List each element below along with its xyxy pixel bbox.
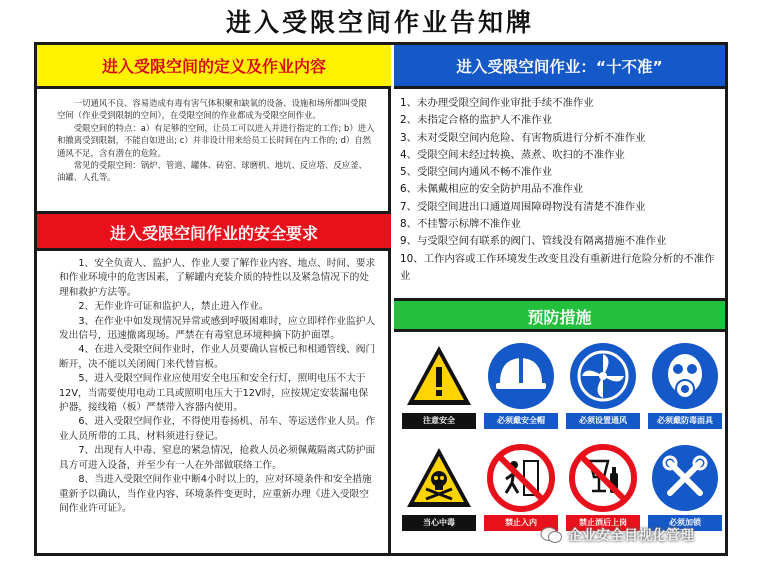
definition-header: 进入受限空间的定义及作业内容 xyxy=(37,45,391,89)
safety-item: 4、在进入受限空间作业时，作业人员要确认盲板已和相通管线、阀门断开，决不能以关闭阀门来代替盲板。 xyxy=(59,344,376,370)
safety-item: 3、在作业中如发现情况异常或感到呼吸困难时，应立即样作业监护人发出信号，迅速撤离现场。严禁在有毒窒息环境种摘下防护面罩。 xyxy=(59,315,376,342)
notice-board xyxy=(34,42,728,556)
safety-item: 5、进入受限空间作业应使用安全电压和安全行灯，照明电压不大于12V，当需要使用电动工具或照明电压大于12V时，应按规定安装漏电保护器，接线箱（板）严禁带入容器内使用。 xyxy=(59,373,369,414)
no-entry-person-icon xyxy=(484,441,558,515)
prevention-header: 预防措施 xyxy=(394,298,725,332)
sign-caption: 当心中毒 xyxy=(402,515,476,531)
left-column xyxy=(37,45,391,553)
prohibition-item: 8、不挂警示标牌不准作业 xyxy=(400,218,521,231)
safety-helmet-icon xyxy=(484,339,558,413)
tools-wrench-icon xyxy=(648,441,722,515)
prohibition-item: 3、未对受限空间内危险、有害物质进行分析不准作业 xyxy=(400,131,646,144)
safety-item: 6、进入受限空间作业，不得使用卷扬机、吊车、等运送作业人员。作业人员所带的工具、材料须进行登记。 xyxy=(59,416,376,442)
sign-gas-mask xyxy=(648,339,722,429)
definition-paragraph: 常见的受限空间：锅炉、管道、罐体、砖窑、球磨机、地坑、反应塔、反应釜、油罐、人孔等。 xyxy=(57,160,367,183)
sign-caution xyxy=(402,339,476,429)
safety-requirements-header: 进入受限空间作业的安全要求 xyxy=(37,211,391,251)
safety-item: 2、无作业许可证和监护人，禁止进入作业。 xyxy=(78,301,269,313)
sign-caption: 必须加锁 xyxy=(648,515,722,531)
watermark-text: 企业安全目视化管理 xyxy=(568,528,694,544)
prohibition-item: 1、未办理受限空间作业审批手续不准作业 xyxy=(400,97,594,109)
ventilation-fan-icon xyxy=(566,339,640,413)
poison-skull-icon xyxy=(402,441,476,515)
caution-triangle-icon xyxy=(402,339,476,413)
definition-text xyxy=(57,97,375,184)
sign-caption: 注意安全 xyxy=(402,413,476,429)
sign-caption: 禁止酒后上岗 xyxy=(566,515,640,531)
board-title: 进入受限空间作业告知牌 xyxy=(225,8,534,37)
no-alcohol-icon xyxy=(566,441,640,515)
sign-caption: 必须戴防毒面具 xyxy=(648,413,722,429)
prohibition-item: 9、与受限空间有联系的阀门、管线没有隔离措施不准作业 xyxy=(400,235,667,248)
sign-ventilation xyxy=(566,339,640,429)
sign-helmet xyxy=(484,339,558,429)
chat-bubble-icon xyxy=(540,526,562,544)
prohibition-item: 2、未指定合格的监护人不准作业 xyxy=(400,114,553,127)
sign-no-entry xyxy=(484,441,558,531)
watermark xyxy=(540,522,694,548)
ten-prohibitions-list xyxy=(400,95,722,285)
sign-caption: 必须戴安全帽 xyxy=(484,413,558,429)
safety-item: 7、出现有人中毒、窒息的紧急情况，抢救人员必须佩戴隔离式防护面具方可进入设备，并至少有一人在外部做联络工作。 xyxy=(59,445,376,471)
definition-paragraph: 受限空间的特点：a）有足够的空间，让员工可以进入并进行指定的工作; b）进入和撤离受到限制，不能自如进出; c）并非设计用来给员工长时间在内工作的; d）自然通风不足，含有潜在的危险。 xyxy=(57,122,375,158)
sign-caption: 禁止入内 xyxy=(484,515,558,531)
sign-tools xyxy=(648,441,722,531)
ten-prohibitions-header: 进入受限空间作业：“十不准” xyxy=(394,45,725,89)
right-column xyxy=(394,45,725,553)
prohibition-item: 5、受限空间内通风不畅不准作业 xyxy=(400,166,553,179)
gas-mask-icon xyxy=(648,339,722,413)
safety-item: 1、安全负责人、监护人、作业人要了解作业内容、地点、时间、要求和作业环境中的危害因素，了解罐内充装介质的特性以及紧急情况下的处理和救护方法等。 xyxy=(59,258,376,298)
prohibition-item: 4、受限空间未经过转换、蒸煮、吹扫的不准作业 xyxy=(400,148,625,161)
prohibition-item: 7、受限空间进出口通道周围障碍物没有清楚不准作业 xyxy=(400,200,646,213)
sign-poison xyxy=(402,441,476,531)
safety-requirements-text xyxy=(59,257,377,516)
prohibition-item: 6、未佩戴相应的安全防护用品不准作业 xyxy=(400,183,584,196)
prohibition-item: 10、工作内容或工作环境发生改变且没有重新进行危险分析的不准作业 xyxy=(400,252,715,282)
safety-item: 8、当进入受限空间作业中断4小时以上的，应对环境条件和安全措施重新予以确认，当作业内容、环境条件变更时，应重新办理《进入受限空间作业许可证》。 xyxy=(59,474,372,514)
sign-caption: 必须设置通风 xyxy=(566,413,640,429)
sign-no-alcohol xyxy=(566,441,640,531)
definition-paragraph: 一切通风不良、容易造成有毒有害气体积聚和缺氧的设备、设施和场所都叫受限空间（作业受到限制的空间），在受限空间的作业都成为受限空间作业。 xyxy=(57,98,367,121)
